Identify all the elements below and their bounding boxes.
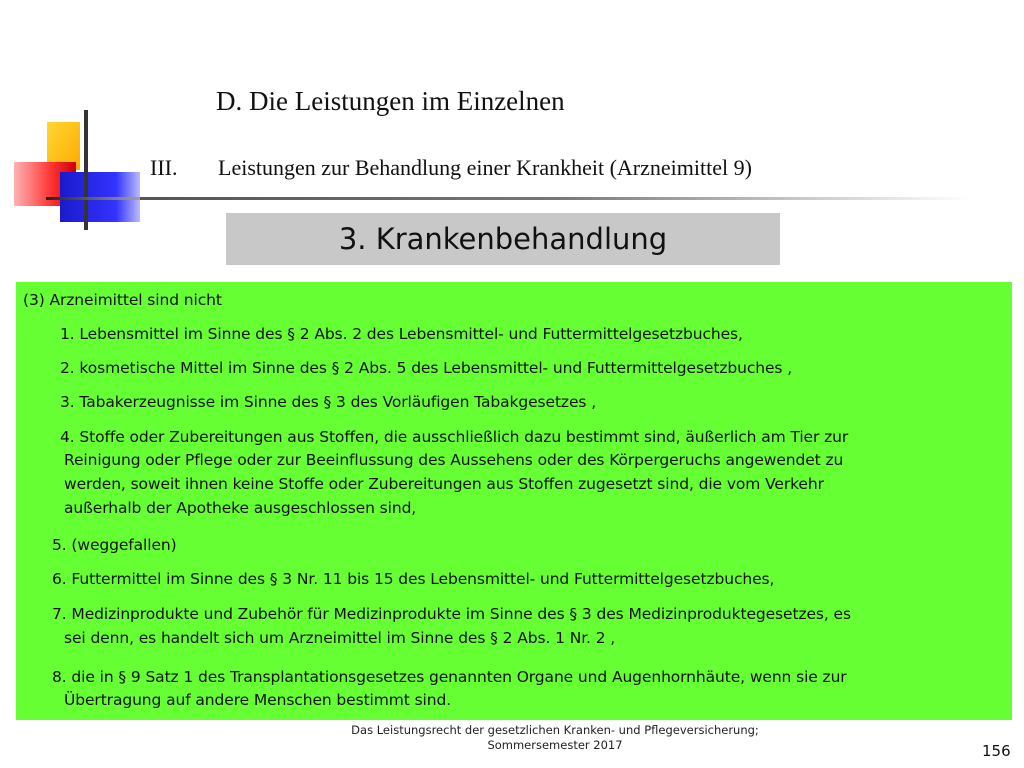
decorative-squares [0, 0, 160, 240]
intro-line: (3) Arzneimittel sind nicht [23, 291, 222, 309]
footer-line-1: Das Leistungsrecht der gesetzlichen Kranken- und Pflegeversicherung; [351, 723, 759, 737]
section-heading: 3. Krankenbehandlung [338, 222, 668, 256]
list-item-3: 3. Tabakerzeugnisse im Sinne des § 3 des Vorläufigen Tabakgesetzes , [60, 393, 597, 411]
vertical-line [84, 110, 88, 230]
list-item-8-line-2: Übertragung auf andere Menschen bestimmt sind. [64, 691, 452, 709]
footer-text [300, 723, 810, 753]
section-subtitle [150, 155, 752, 181]
title-divider [140, 197, 970, 200]
list-item-4-line-4: außerhalb der Apotheke ausgeschlossen sind, [64, 499, 417, 517]
footer-line-2: Sommersemester 2017 [487, 738, 623, 752]
content-box [16, 282, 1012, 720]
list-item-4-line-3: werden, soweit ihnen keine Stoffe oder Zubereitungen aus Stoffen zugesetzt sind, die vom Verkehr [64, 475, 824, 493]
list-item-4-line-2: Reinigung oder Pflege oder zur Beeinflussung des Aussehens oder des Körpergeruchs angewendet zu [64, 451, 844, 469]
list-item-5: 5. (weggefallen) [52, 536, 177, 554]
list-item-4-line-1: 4. Stoffe oder Zubereitungen aus Stoffen, die ausschließlich dazu bestimmt sind, äußerlich am Tier zur [60, 428, 849, 446]
list-item-7-line-2: sei denn, es handelt sich um Arzneimittel im Sinne des § 2 Abs. 1 Nr. 2 , [64, 629, 616, 647]
page-number: 156 [982, 742, 1011, 760]
list-item-7-line-1: 7. Medizinprodukte und Zubehör für Medizinprodukte im Sinne des § 3 des Medizinproduktegesetzes, es [52, 605, 851, 623]
list-item-8-line-1: 8. die in § 9 Satz 1 des Transplantationsgesetzes genannten Organe und Augenhornhäute, wenn sie zur [52, 668, 847, 686]
list-item-2: 2. kosmetische Mittel im Sinne des § 2 Abs. 5 des Lebensmittel- und Futtermittelgesetzbuches , [60, 359, 793, 377]
page-title: D. Die Leistungen im Einzelnen [216, 86, 565, 116]
subtitle-text: Leistungen zur Behandlung einer Krankheit (Arzneimittel 9) [218, 155, 752, 180]
list-item-1: 1. Lebensmittel im Sinne des § 2 Abs. 2 des Lebensmittel- und Futtermittelgesetzbuches, [60, 325, 743, 343]
list-item-6: 6. Futtermittel im Sinne des § 3 Nr. 11 bis 15 des Lebensmittel- und Futtermittelgesetzbuches, [52, 570, 775, 588]
subtitle-number: III. [150, 155, 178, 180]
section-heading-box [226, 213, 780, 265]
